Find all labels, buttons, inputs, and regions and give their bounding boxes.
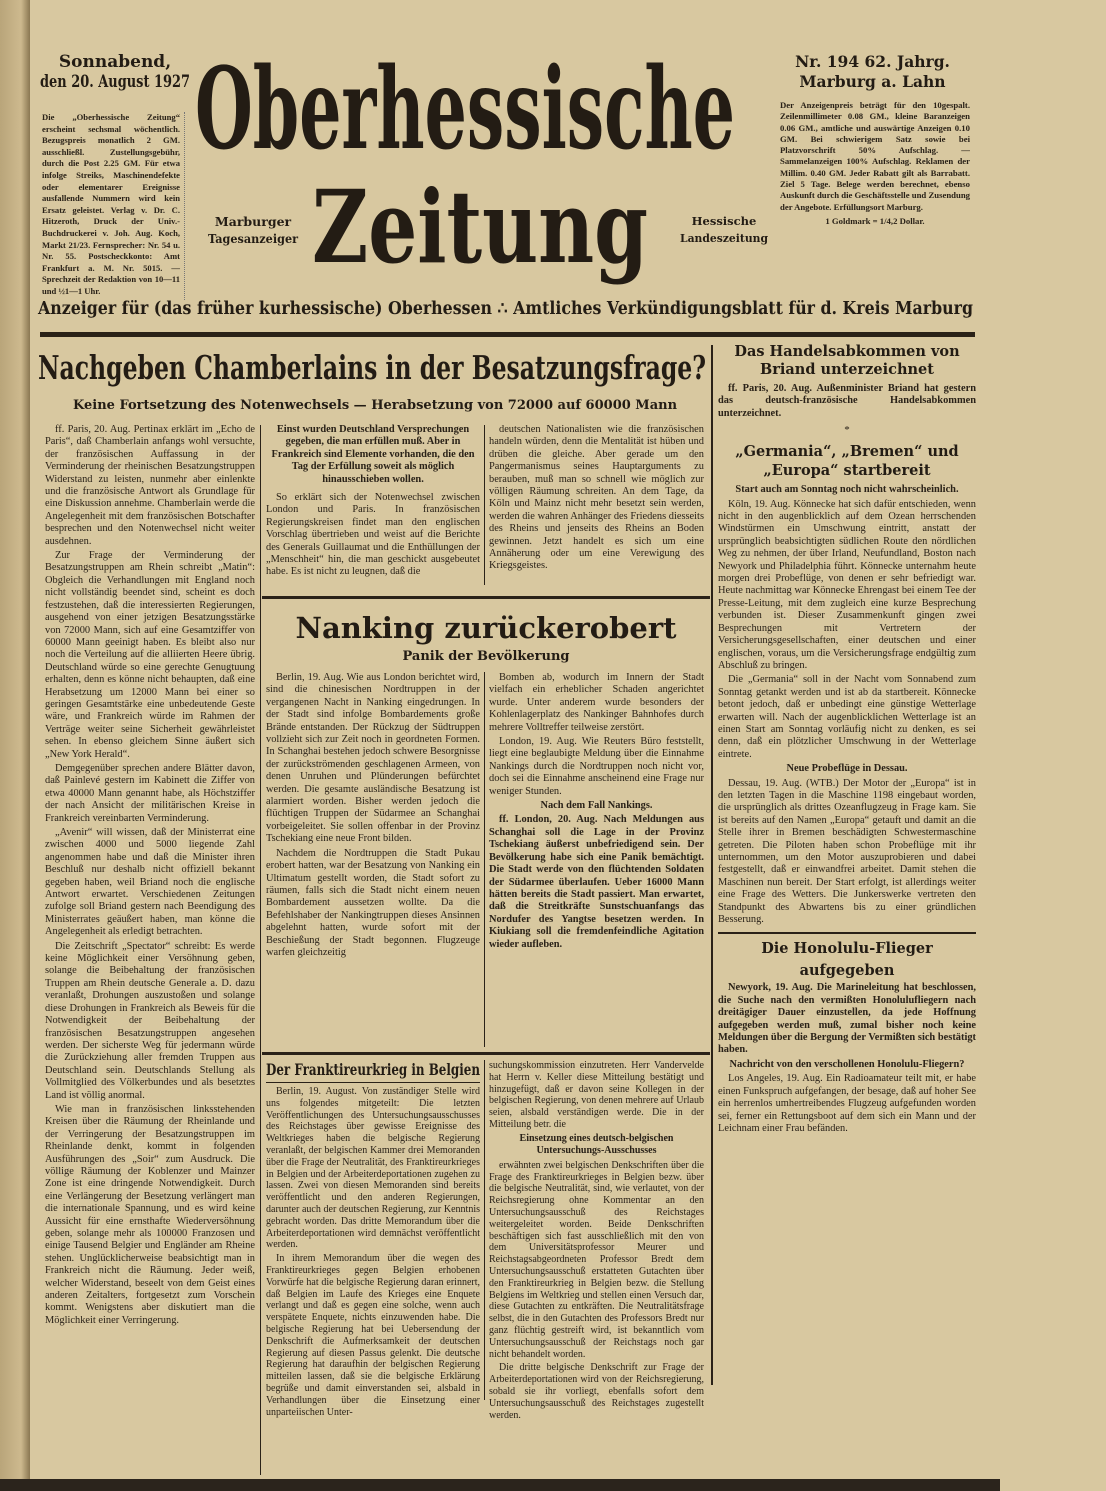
issue-number: Nr. 194 62. Jahrg. xyxy=(795,52,950,71)
lead-headline xyxy=(38,343,706,393)
column-separator xyxy=(711,345,713,1385)
imprint-text: Die „Oberhessische Zeitung“ erscheint sechsmal wöchentlich. Bezugspreis monatlich 2 GM. ausschließl. Zustellungsgebühr, durch die Post 2.25 GM. Für etwa infolge Streiks, Maschinendefekte oder elementarer Ereignisse ausfallende Nummern wird kein Ersatz geleistet. Verlag v. Dr. C. Hitzeroth, Druck der Univ.-Buchdruckerei v. Joh. Aug. Koch, Markt 21/23. Fernsprecher: Nr. 54 u. Nr. 55. Postscheckkonto: Amt Frankfurt a. M. Nr. 5015. — Sprechzeit der Redaktion von 10—11 und ½1—1 Uhr. xyxy=(42,112,180,296)
subheading: Nachricht von den verschollenen Honolulu-Fliegern? xyxy=(729,1058,965,1070)
paragraph: Dessau, 19. Aug. (WTB.) Der Motor der „Europa“ ist in den letzten Tagen in die Maschine 1198 eingebaut worden, die ursprünglich als drittes Ozeanflugzeug in Frage kam. Sie ist bereits auf den Namen „Europa“ getauft und damit an die Stelle ihrer in Bremen beschädigten Schwestermaschine getreten. Die Piloten haben schon Probeflüge mit ihr unternommen, um den Motor auszuprobieren und dabei festgestellt, daß er einwandfrei arbeitet. Damit stehen die Maschinen nun bereit. Der Start erfolgt, ist allerdings weiter eine Frage des Wetters. Die Junkerswerke vertreten den Standpunkt des Abwartens bis zu einer gründlichen Besserung. xyxy=(718,777,976,926)
belgien-headline-text: Der Franktireurkrieg in Belgien xyxy=(266,1060,480,1079)
paragraph: Bomben ab, wodurch im Innern der Stadt vielfach ein erheblicher Schaden angerichtet wurde. Unter anderem wurde besonders der Kohlenlagerplatz des Nankinger Bahnhofes durch mehrere Volltreffer teilweise zerstört. xyxy=(489,672,704,733)
lead-column-3 xyxy=(489,424,704,586)
title-line1-text: Oberhessische xyxy=(195,44,735,175)
paragraph: ff. Paris, 20. Aug. Außenminister Briand hat gestern das deutsch-französische Handelsabkommen unterzeichnet. xyxy=(718,383,976,419)
germania-headline: „Germania“, „Bremen“ und „Europa“ startbereit xyxy=(735,443,959,480)
page-edge xyxy=(0,0,30,1491)
right-column xyxy=(718,343,976,1388)
paragraph: ff. Paris, 20. Aug. Pertinax erklärt im „Echo de Paris“, daß Chamberlain anfangs wohl versuchte, der französischen Auffassung in der Verminderung der rheinischen Besatzungstruppen Widerstand zu leisten, nunmehr aber einlenkte und die französische Antwort als Grundlage für eine Diskussion annehme. Chamberlain werde die Angelegenheit mit dem französischen Botschafter besprechen und den Notenwechsel nicht weiter ausdehnen. xyxy=(45,424,255,547)
nanking-subhead xyxy=(266,648,706,666)
issue-date xyxy=(40,52,190,92)
subtitle-right-1: Hessische xyxy=(691,214,757,228)
subtitle-right-line-1 xyxy=(680,213,768,230)
belgien-column-2 xyxy=(489,1060,704,1421)
column-rule xyxy=(484,425,485,585)
publication-place: Marburg a. Lahn xyxy=(799,72,946,91)
paragraph: Los Angeles, 19. Aug. Ein Radioamateur teilt mit, er habe einen Funkspruch aufgefangen, der besage, daß auf hoher See ein herrenlos umhertreibendes Flugzeug aufgefunden worden sei, ferner ein Rettungsboot auf dem sich ein Mann und der Leichnam einer Frau befänden. xyxy=(718,1073,976,1134)
column-rule xyxy=(260,425,261,1475)
paragraph: deutschen Nationalisten wie die französischen handeln würden, denn die Mentalität ist hüben und drüben die gleiche. Aber gerade um den Pangermanismus seines Hauptarguments zu berauben, muß man so schnell wie möglich zur völligen Räumung schreiten. An dem Tage, da Köln und Mainz nicht mehr besetzt sein werden, werden die wahren Anhänger des Friedens diesseits des Rheins und jenseits des Rheins an Boden gewinnen. Jetzt handelt es sich um eine Annäherung oder um eine Verewigung des Kriegsgeistes. xyxy=(489,424,704,572)
weekday: Sonnabend, xyxy=(58,52,172,72)
paragraph: Die Zeitschrift „Spectator“ schreibt: Es werde keine Möglichkeit einer Versöhnung geben, solange die Beibehaltung der französischen Truppen am Rhein deutsche Generale a. D. dazu veranlaßt, Drohungen auszustoßen und solange diese Drohungen in Frankreich als Beweis für die Notwendigkeit der Beibehaltung der französischen Besatzungstruppen angesehen werden. Der sicherste Weg für jedermann würde die Zurückziehung aller fremden Truppen aus Deutschland sein. Deutschlands Stellung als Vollmitglied des Völkerbundes und als besetztes Land ist völlig anormal. xyxy=(45,940,255,1101)
paragraph: Nachdem die Nordtruppen die Stadt Pukau erobert hatten, war der Besatzung von Nanking ein Ultimatum gestellt worden, die Stadt sofort zu räumen, falls sich die Stadt nicht einem neuen Bombardement aussetzen wollte. Da die Befehlshaber der Nankingtruppen dieses Ansinnen abgelehnt hatten, wurde sofort mit der Beschießung der Stadt begonnen. Flugzeuge warfen gleichzeitig xyxy=(266,847,480,958)
tagline-text: Anzeiger für (das früher kurhessische) Oberhessen ∴ Amtliches Verkündigungsblatt für d. Kreis Marburg xyxy=(38,299,973,319)
lead-subhead xyxy=(44,396,706,416)
paragraph: Die „Germania“ soll in der Nacht vom Sonnabend zum Sonntag getankt werden und ist ab da startbereit. Könnecke betont jedoch, daß er unbedingt eine günstige Wetterlage erwarten will. Nach der augenblicklichen Wetterlage ist an einen Start am Sonntag vorläufig nicht zu denken, es sei denn, daß ein plötzlicher Umschwung in der Wetterlage eintrete. xyxy=(718,674,976,760)
issue-info xyxy=(775,52,970,92)
subheading: Start auch am Sonntag noch nicht wahrscheinlich. xyxy=(735,484,959,496)
paragraph: Wie man in französischen linksstehenden Kreisen über die Räumung der Rheinlande und der Verringerung der Besatzungstruppen im Rheinlande denkt, kommt in folgenden Ausführungen des „Soir“ zum Ausdruck. Die völlige Räumung der Koblenzer und Mainzer Zone ist eine dringende Notwendigkeit. Durch eine Verlängerung der Besetzung verlängert man die internationale Spannung, und es wird keine Aussicht für eine ernsthafte Wiederversöhnung geben, solange mehr als 100000 Franzosen und einige Tausend Belgier und Engländer am Rheine stehen. Unglücklicherweise beabsichtigt man in Frankreich nicht die Räumung. Jeder weiß, welcher Widerstand, beseelt von dem Geist eines anderen Zeitalters, fortgesetzt zum Vorschein kommt. Wenigstens aber diskutiert man die Möglichkeit einer Verringerung. xyxy=(45,1103,255,1326)
paragraph: Berlin, 19. August. Von zuständiger Stelle wird uns folgendes mitgeteilt: Die letzten Veröffentlichungen des Untersuchungsausschusses des Reichstages über gewisse Ereignisse des Weltkrieges haben die belgische Regierung veranlaßt, der belgischen Kammer drei Memoranden über die Frage der Neutralität, des Franktireurkrieges in Belgien und der Arbeiterdeportationen zugehen zu lassen. Zwei von diesen Memoranden sind bereits veröffentlicht und den anderen Regierungen, darunter auch der deutschen Regierung, zur Kenntnis gebracht worden. Das dritte Memorandum über die Arbeiterdeportationen wird demnächst veröffentlicht werden. xyxy=(266,1086,480,1251)
section-rule xyxy=(262,1052,710,1055)
newspaper-title-line2 xyxy=(312,168,648,286)
date-line xyxy=(40,72,190,92)
paragraph-bold: Einst wurden Deutschland Versprechungen gegeben, die man erfüllen muß. Aber in Frankreich sind Elemente vorhanden, die den Tag der Erfüllung soweit als möglich hinausschieben wollen. xyxy=(271,424,475,485)
paragraph: erwähnten zwei belgischen Denkschriften über die Frage des Franktireurkrieges in Belgien bezw. über die belgische Neutralität, sind, wie verlautet, von der Reichsregierung ohne Kommentar an den Untersuchungsausschuß des Reichstages weitergeleitet worden. Beide Denkschriften beschäftigen sich fast ausschließlich mit den von dem Universitätsprofessor Meurer und Reichstagsabgeordneten Professor Bredt dem Untersuchungsausschuß erstatteten Gutachten über den Franktireurkrieg in Belgien bezw. die Stellung Belgiens im Weltkrieg und stellen einen Versuch dar, diese Gutachten zu entkräften. Die Neutralitätsfrage selbst, die in den Gutachten des Professors Bredt nur ganz flüchtig gestreift wird, ist bekanntlich vom Untersuchungsausschuß der Reichstags noch gar nicht behandelt worden. xyxy=(489,1159,704,1360)
lead-column-2 xyxy=(266,424,480,586)
section-rule xyxy=(718,932,976,934)
paragraph: In ihrem Memorandum über die wegen des Franktireurkrieges gegen Belgien erhobenen Vorwürfe hat die belgische Regierung daran erinnert, daß Belgien im Laufe des Krieges eine Enquete verlangt und daß es gegen eine solche, wenn auch verspätete Enquete, nichts einzuwenden habe. Die belgische Regierung hat bei Uebersendung der Denkschrift die Aufmerksamkeit der deutschen Regierung auf diesen Passus gelenkt. Die deutsche Regierung hat daraufhin der belgischen Regierung mitteilen lassen, daß sie die belgische Erklärung begrüße und damit einverstanden sei, alsbald in Verhandlungen über die Einsetzung einer unparteiischen Unter- xyxy=(266,1253,480,1418)
paragraph: London, 19. Aug. Wie Reuters Büro feststellt, liegt eine beglaubigte Meldung über die Einnahme Nankings durch die Nordtruppen noch nicht vor, doch sei die Einnahme anscheinend eine Frage nur weniger Stunden. xyxy=(489,736,704,797)
belgien-headline xyxy=(266,1058,480,1083)
ad-rates-text: Der Anzeigenpreis beträgt für den 10gespalt. Zeilenmillimeter 0.08 GM., kleine Baranzeigen 0.06 GM., amtliche und auswärtige Anzeigen 0.10 GM. Bei schwierigem Satz sowie bei Platzvorschrift 50% Aufschlag. — Sammelanzeigen 100% Aufschlag. Reklamen der Millim. 0.40 GM. Jeder Rabatt gilt als Barrabatt. Ziel 5 Tage. Belege werden berechnet, ebenso Auskunft durch die Geschäftsstelle und Zusendung der Angebote. Erfüllungsort Marburg. xyxy=(780,100,970,212)
paragraph: „Avenir“ will wissen, daß der Ministerrat eine zwischen 4000 und 5000 liegende Zahl angenommen habe und daß die Minister ihren Beschluß nur deshalb nicht offiziell bekannt gegeben haben, weil Briand noch die englische Antwort erwartet. Verschiedenen Zeitungen zufolge soll Briand gestern nach Beendigung des Ministerrates geäußert haben, man könne die Angelegenheit als erledigt betrachten. xyxy=(45,827,255,938)
paragraph: suchungskommission einzutreten. Herr Vandervelde hat Herrn v. Keller diese Mitteilung bestätigt und hinzugefügt, daß er davon seine Kollegen in der belgischen Regierung, von denen mehrere auf Urlaub seien, alsbald verständigen werde. Die in der Mitteilung betr. die xyxy=(489,1060,704,1130)
imprint-box xyxy=(42,112,185,300)
date: den 20. August 1927 xyxy=(40,72,190,92)
paragraph: Demgegenüber sprechen andere Blätter davon, daß Painlevé gestern im Kabinett die Ziffer von etwa 40000 Mann genannt habe, als Höchstziffer der nach Ansicht der militärischen Kreise in Frankreich vereinbarten Verminderung. xyxy=(45,762,255,824)
subtitle-left-line-1 xyxy=(208,213,298,230)
exchange-rate: 1 Goldmark = 1/4,2 Dollar. xyxy=(825,215,925,226)
nanking-headline xyxy=(266,608,706,648)
subtitle-right-line-2 xyxy=(680,230,768,247)
title-line2-text: Zeitung xyxy=(312,168,648,286)
paragraph: Köln, 19. Aug. Könnecke hat sich dafür entschieden, wenn nicht in den augenblicklich auf dem Ozean herrschenden Windstürmen ein Umschwung eintritt, anstatt der ursprünglich beabsichtigten südlichen Route den nördlichen Weg zu nehmen, der über Irland, Neufundland, Boston nach Newyork und Philadelphia führt. Könnecke unternahm heute morgen drei Probeflüge, von denen er sehr befriedigt war. Heute nachmittag war Könnecke Ehrengast bei einem Tee der Presse-Leitung, mit dem zugleich eine kurze Besprechung verbunden ist. Dieser Zusammenkunft gingen zwei Besprechungen mit Vertretern der Versicherungsgesellschaften, einer deutschen und einer englischen, voraus, um die Versicherungsfrage endgültig zum Abschluß zu bringen. xyxy=(718,498,976,671)
lead-column-1 xyxy=(45,424,255,1474)
paragraph: Newyork, 19. Aug. Die Marineleitung hat beschlossen, die Suche nach den vermißten Honolulufliegern nach dreitägiger Dauer einzustellen, da jede Hoffnung aufgegeben werden muß, zumal bisher noch keine Meldungen über die Bergung der Vermißten sich bestätigt haben. xyxy=(718,982,976,1056)
subtitle-left-line-2 xyxy=(208,230,298,247)
subtitle-left-1: Marburger xyxy=(214,214,292,229)
section-rule xyxy=(262,596,710,599)
publication-place-line xyxy=(775,72,970,92)
masthead-rule xyxy=(40,332,975,337)
paragraph: ff. London, 20. Aug. Nach Meldungen aus Schanghai soll die Lage in der Provinz Tschekiang äußerst unbefriedigend sein. Der Bevölkerung habe sich eine Panik bemächtigt. Die Stadt werde von den flüchtenden Soldaten der Südarmee überlaufen. Ueber 16000 Mann hätten bereits die Stadt passiert. Man erwartet, daß die Streitkräfte Sunstschuanfangs das Nordufer des Yangtse besetzen werden. In Kiukiang soll die fremdenfeindliche Agitation wieder aufleben. xyxy=(489,814,704,950)
nanking-headline-text: Nanking zurückerobert xyxy=(295,611,677,645)
newspaper-title-line1 xyxy=(195,40,735,180)
subtitle-right-2: Landeszeitung xyxy=(680,231,768,245)
paragraph: So erklärt sich der Notenwechsel zwischen London und Paris. In französischen Regierungskreisen findet man den englischen Vorschlag übertrieben und weist auf die Berichte des Generals Guillaumat und die Enthüllungen der „Menschheit“ hin, die man geschickt ausgebeutet habe. Es ist nicht zu leugnen, daß die xyxy=(266,492,480,578)
column-rule xyxy=(484,672,485,1047)
hessische-landeszeitung xyxy=(680,213,768,247)
subtitle-left-2: Tagesanzeiger xyxy=(208,231,298,246)
belgien-column-1 xyxy=(266,1086,480,1418)
paragraph: Berlin, 19. Aug. Wie aus London berichtet wird, sind die chinesischen Nordtruppen in der vergangenen Nacht in Nanking eingedrungen. In der Stadt sind infolge Bombardements große Brände entstanden. Der Rückzug der Südtruppen vollzieht sich zur Zeit noch in geordneten Formen. In Schanghai bestehen jedoch schwere Besorgnisse der zurückströmenden geschlagenen Armeen, von denen Unruhen und Plünderungen befürchtet werden. Die gesamte ausländische Besatzung ist alarmiert worden. Bisher werden jedoch die flüchtigen Truppen der Südarmee an Schanghai vorbeigeleitet. Sie sollen offenbar in der Provinz Tschekiang eine neue Front bilden. xyxy=(266,672,480,845)
handelsabkommen-headline: Das Handelsabkommen von Briand unterzeichnet xyxy=(734,343,960,378)
honolulu-headline: Die Honolulu-Flieger aufgegeben xyxy=(761,940,933,980)
subheading: Neue Probeflüge in Dessau. xyxy=(786,763,908,775)
column-rule xyxy=(484,1060,485,1400)
lead-subhead-text: Keine Fortsetzung des Notenwechsels — Herabsetzung von 72000 auf 60000 Mann xyxy=(72,398,678,413)
tagline xyxy=(38,296,973,322)
paragraph: Die dritte belgische Denkschrift zur Frage der Arbeiterdeportationen wird von der Reichsregierung, sobald sie ihr vorliegt, ebenfalls sofort dem Untersuchungsausschuß des Reichstages zugestellt werden. xyxy=(489,1362,704,1421)
lead-headline-text: Nachgeben Chamberlains in der Besatzungsfrage? xyxy=(38,348,706,387)
paragraph: Zur Frage der Verminderung der Besatzungstruppen am Rhein schreibt „Matin“: Obgleich die Verhandlungen mit England noch nicht vollständig beendet sind, scheint es doch festzustehen, daß die interessierten Regierungen, ausgehend von einer jetzigen Besatzungsstärke von 72000 Mann, sich auf eine Gesamtziffer von 60000 Mann geeinigt haben. Es bleibt also nur noch die Verteilung auf die alliierten Heere übrig. Deutschland würde so eine gerechte Genugtuung erhalten, denn es könne nicht behaupten, daß eine Herabsetzung um 12000 Mann bei einer so geringen Gesamtstärke eine unbedeutende Geste wäre, und Frankreich würde im Rahmen der Verträge weiter seine Sicherheit gewährleistet sehen. In ebenso gleichem Sinne äußert sich „New York Herald“. xyxy=(45,550,255,760)
marburger-tagesanzeiger xyxy=(208,213,298,247)
subheading: Nach dem Fall Nankings. xyxy=(540,800,653,812)
nanking-subhead-text: Panik der Bevölkerung xyxy=(402,649,570,664)
ad-rates-box xyxy=(780,100,970,229)
weekday-line xyxy=(40,52,190,72)
issue-number-line xyxy=(775,52,970,72)
separator-star: * xyxy=(844,424,850,437)
nanking-column-2 xyxy=(489,672,704,1048)
page-bottom-edge xyxy=(0,1479,1000,1491)
nanking-column-1 xyxy=(266,672,480,1048)
subheading: Einsetzung eines deutsch-belgischen Untersuchungs-Ausschusses xyxy=(519,1132,674,1157)
